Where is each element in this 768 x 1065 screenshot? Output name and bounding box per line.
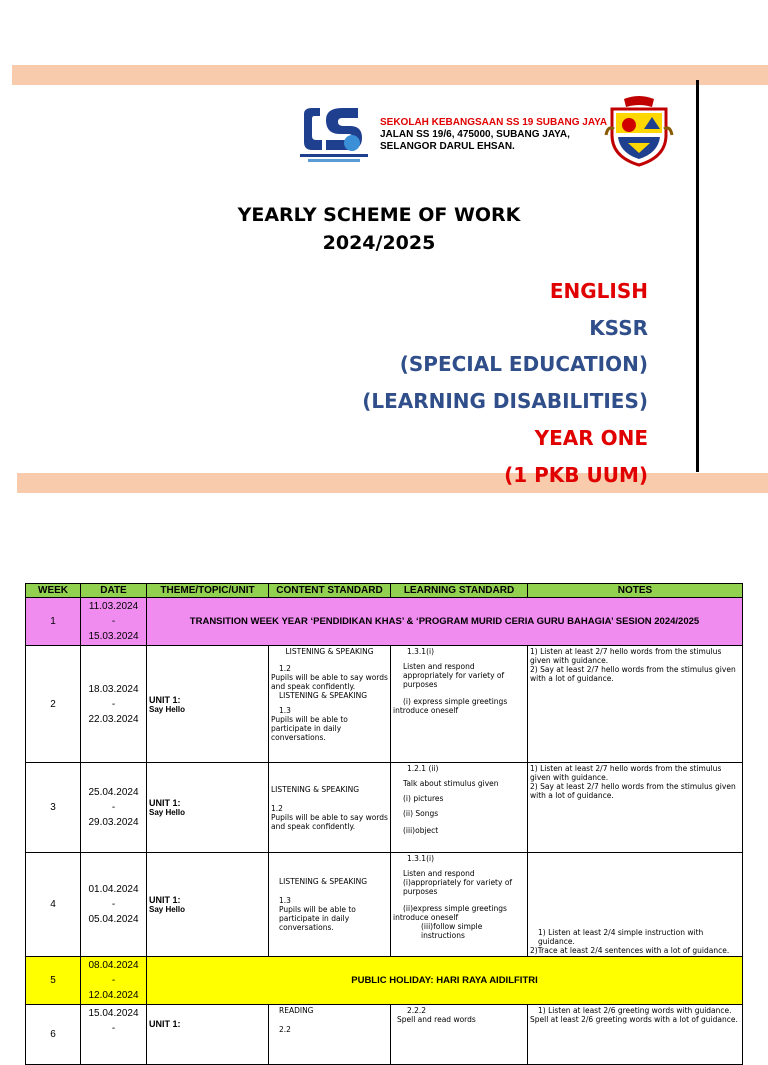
week-date: 25.04.2024 - 29.03.2024 <box>81 763 147 853</box>
table-row-week-3 <box>26 763 743 853</box>
school-address-line1: JALAN SS 19/6, 475000, SUBANG JAYA, <box>380 129 570 140</box>
week-number: 6 <box>26 1005 81 1065</box>
school-name: SEKOLAH KEBANGSAAN SS 19 SUBANG JAYA <box>380 117 608 128</box>
learning-standard: 1.3.1(i) Listen and respond (i)appropriately for variety of purposes (ii)express simple greetings introduce oneself (iii)follow simple instructions <box>391 853 528 957</box>
school-address-line2: SELANGOR DARUL EHSAN. <box>380 141 515 152</box>
notes: 1) Listen at least 2/4 simple instruction with guidance. 2)Trace at least 2/4 sentences with a lot of guidance. <box>528 853 743 957</box>
vertical-divider-line <box>696 80 699 472</box>
notes: 1) Listen at least 2/7 hello words from the stimulus given with guidance. 2) Say at least 2/7 hello words from the stimulus given with a lot of guidance. <box>528 646 743 763</box>
theme-unit: UNIT 1: Say Hello <box>147 646 269 763</box>
theme-unit: UNIT 1: Say Hello <box>147 853 269 957</box>
week-number: 2 <box>26 646 81 763</box>
content-standard: LISTENING & SPEAKING 1.2 Pupils will be able to say words and speak confidently. LISTENING & SPEAKING 1.3 Pupils will be able to participate in daily conversations. <box>269 646 391 763</box>
table-row-week-2 <box>26 646 743 763</box>
school-info <box>380 117 607 153</box>
subject-special-education: (SPECIAL EDUCATION) <box>399 352 648 376</box>
content-standard: LISTENING & SPEAKING 1.2 Pupils will be able to say words and speak confidently. <box>269 763 391 853</box>
top-decorative-band <box>12 65 768 85</box>
subject-learning-disabilities: (LEARNING DISABILITIES) <box>362 389 648 413</box>
theme-unit: UNIT 1: <box>147 1005 269 1065</box>
header-date: DATE <box>81 584 147 598</box>
subject-kssr: KSSR <box>589 316 648 340</box>
content-standard: READING 2.2 <box>269 1005 391 1065</box>
scheme-of-work-table <box>25 583 743 1065</box>
subject-year: YEAR ONE <box>534 426 648 450</box>
table-row-week-6 <box>26 1005 743 1065</box>
document-title: YEARLY SCHEME OF WORK <box>237 204 521 226</box>
table-row-week-1 <box>26 598 743 646</box>
table-row-week-4 <box>26 853 743 957</box>
week-date: 18.03.2024 - 22.03.2024 <box>81 646 147 763</box>
notes: 1) Listen at least 2/6 greeting words with guidance. Spell at least 2/6 greeting words with a lot of guidance. <box>528 1005 743 1065</box>
week-number: 5 <box>26 957 81 1005</box>
subject-english: ENGLISH <box>549 279 648 303</box>
school-crest-icon <box>604 95 674 167</box>
bottom-decorative-band <box>17 473 768 493</box>
notes: 1) Listen at least 2/7 hello words from the stimulus given with guidance. 2) Say at least 2/7 hello words from the stimulus given with a lot of guidance. <box>528 763 743 853</box>
week-date: 11.03.2024 - 15.03.2024 <box>81 598 147 646</box>
learning-standard: 2.2.2 Spell and read words <box>391 1005 528 1065</box>
week-date: 15.04.2024 - <box>81 1005 147 1065</box>
public-holiday-banner: PUBLIC HOLIDAY: HARI RAYA AIDILFITRI <box>147 957 743 1005</box>
header-week: WEEK <box>26 584 81 598</box>
header-learning-standard: LEARNING STANDARD <box>391 584 528 598</box>
content-standard: LISTENING & SPEAKING 1.3 Pupils will be able to participate in daily conversations. <box>269 853 391 957</box>
theme-unit: UNIT 1: Say Hello <box>147 763 269 853</box>
program-logo-icon <box>298 106 370 164</box>
header-content-standard: CONTENT STANDARD <box>269 584 391 598</box>
transition-week-banner: TRANSITION WEEK YEAR ‘PENDIDIKAN KHAS’ & ‘PROGRAM MURID CERIA GURU BAHAGIA’ SESION 2024/2025 <box>147 598 743 646</box>
week-number: 4 <box>26 853 81 957</box>
table-header-row <box>26 584 743 598</box>
learning-standard: 1.3.1(i) Listen and respond appropriately for variety of purposes (i) express simple greetings introduce oneself <box>391 646 528 763</box>
header-notes: NOTES <box>528 584 743 598</box>
learning-standard: 1.2.1 (ii) Talk about stimulus given (i) pictures (ii) Songs (iii)object <box>391 763 528 853</box>
table-row-week-5 <box>26 957 743 1005</box>
week-date: 08.04.2024 - 12.04.2024 <box>81 957 147 1005</box>
header-theme: THEME/TOPIC/UNIT <box>147 584 269 598</box>
week-date: 01.04.2024 - 05.04.2024 <box>81 853 147 957</box>
week-number: 1 <box>26 598 81 646</box>
document-year: 2024/2025 <box>322 232 436 254</box>
week-number: 3 <box>26 763 81 853</box>
subject-class: (1 PKB UUM) <box>504 463 648 487</box>
